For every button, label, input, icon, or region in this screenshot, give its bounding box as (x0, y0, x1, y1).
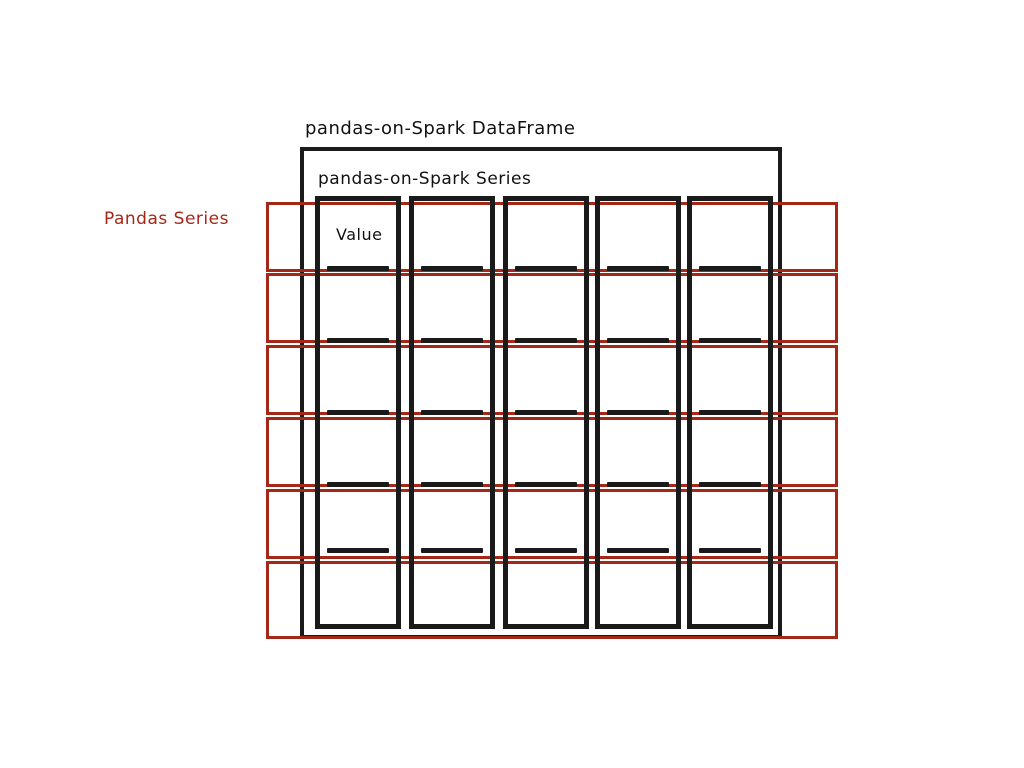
cell-divider (327, 410, 389, 415)
cell-divider (421, 338, 483, 343)
cell-value-label: Value (336, 225, 383, 244)
cell-divider (421, 266, 483, 271)
cell-divider (607, 266, 669, 271)
cell-divider (607, 338, 669, 343)
cell-divider (699, 338, 761, 343)
cell-divider (607, 548, 669, 553)
cell-divider (515, 338, 577, 343)
cell-divider (327, 482, 389, 487)
cell-divider (515, 482, 577, 487)
cell-divider (515, 548, 577, 553)
cell-divider (327, 266, 389, 271)
cell-divider (699, 410, 761, 415)
cell-divider (699, 266, 761, 271)
cell-divider (607, 482, 669, 487)
cell-divider (327, 548, 389, 553)
cell-divider (421, 548, 483, 553)
cell-divider (515, 266, 577, 271)
cell-divider (515, 410, 577, 415)
cell-divider (327, 338, 389, 343)
cell-divider (421, 482, 483, 487)
cell-divider (421, 410, 483, 415)
cell-divider (607, 410, 669, 415)
cell-divider (699, 548, 761, 553)
spark-series-title: pandas-on-Spark Series (318, 169, 532, 189)
dataframe-title: pandas-on-Spark DataFrame (305, 118, 576, 139)
pandas-series-label: Pandas Series (104, 209, 229, 229)
cell-divider (699, 482, 761, 487)
